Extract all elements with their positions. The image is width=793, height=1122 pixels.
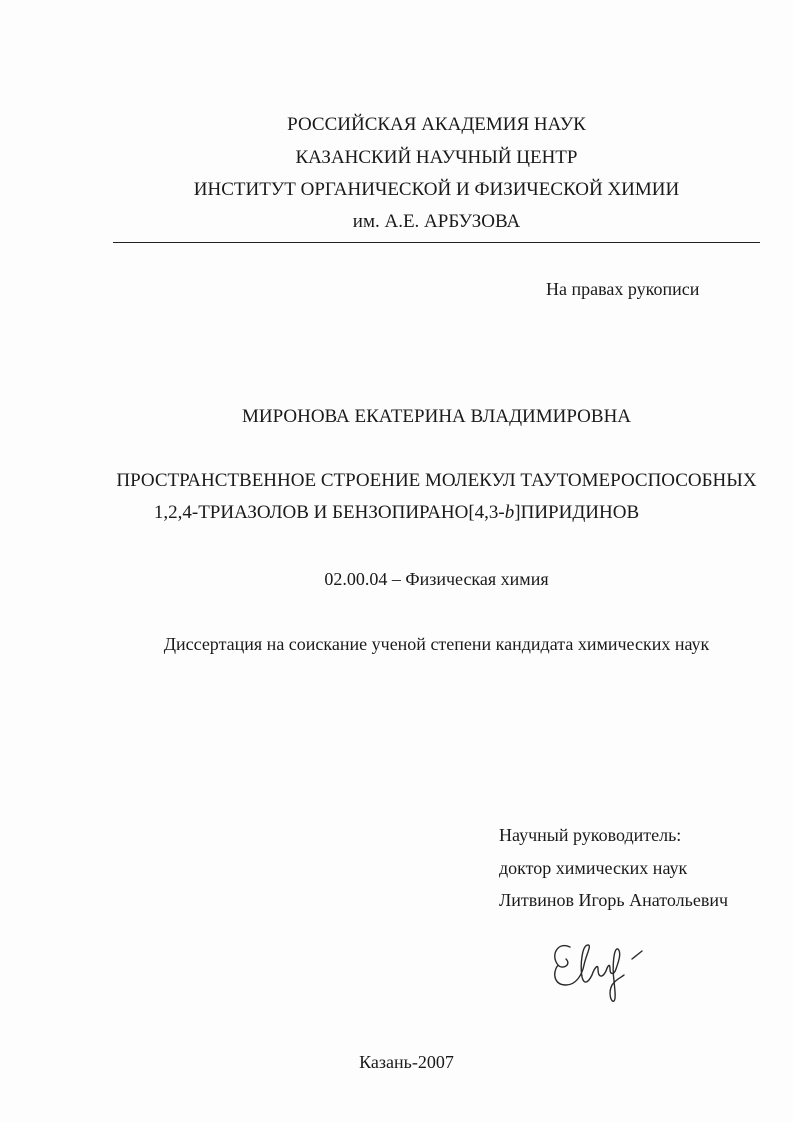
- advisor-label: Научный руководитель:: [499, 825, 682, 845]
- institute-named-after: им. А.Е. АРБУЗОВА: [352, 211, 521, 232]
- institute-name: ИНСТИТУТ ОРГАНИЧЕСКОЙ И ФИЗИЧЕСКОЙ ХИМИИ: [193, 179, 680, 200]
- signature-image: [548, 935, 648, 1007]
- dissertation-type: Диссертация на соискание ученой степени кандидата химических наук: [163, 634, 710, 654]
- advisor-name: Литвинов Игорь Анатольевич: [499, 890, 729, 910]
- title-line-1: ПРОСТРАНСТВЕННОЕ СТРОЕНИЕ МОЛЕКУЛ ТАУТОМЕРОСПОСОБНЫХ: [116, 470, 757, 491]
- specialty: 02.00.04 – Физическая химия: [324, 569, 549, 589]
- manuscript-note: На правах рукописи: [546, 279, 700, 299]
- title-line-2-prefix: 1,2,4-ТРИАЗОЛОВ И БЕНЗОПИРАНО[4,3-: [153, 502, 505, 523]
- place-and-year: Казань-2007: [359, 1052, 454, 1072]
- title-line-2-italic: b: [504, 502, 515, 523]
- advisor-degree: доктор химических наук: [499, 858, 688, 878]
- title-line-2: [0, 501, 793, 525]
- academy-name: РОССИЙСКАЯ АКАДЕМИЯ НАУК: [287, 114, 586, 135]
- center-name: КАЗАНСКИЙ НАУЧНЫЙ ЦЕНТР: [295, 147, 578, 168]
- author-name: МИРОНОВА ЕКАТЕРИНА ВЛАДИМИРОВНА: [241, 406, 632, 427]
- header-divider: [113, 242, 760, 243]
- title-line-2-suffix: ]ПИРИДИНОВ: [514, 502, 640, 523]
